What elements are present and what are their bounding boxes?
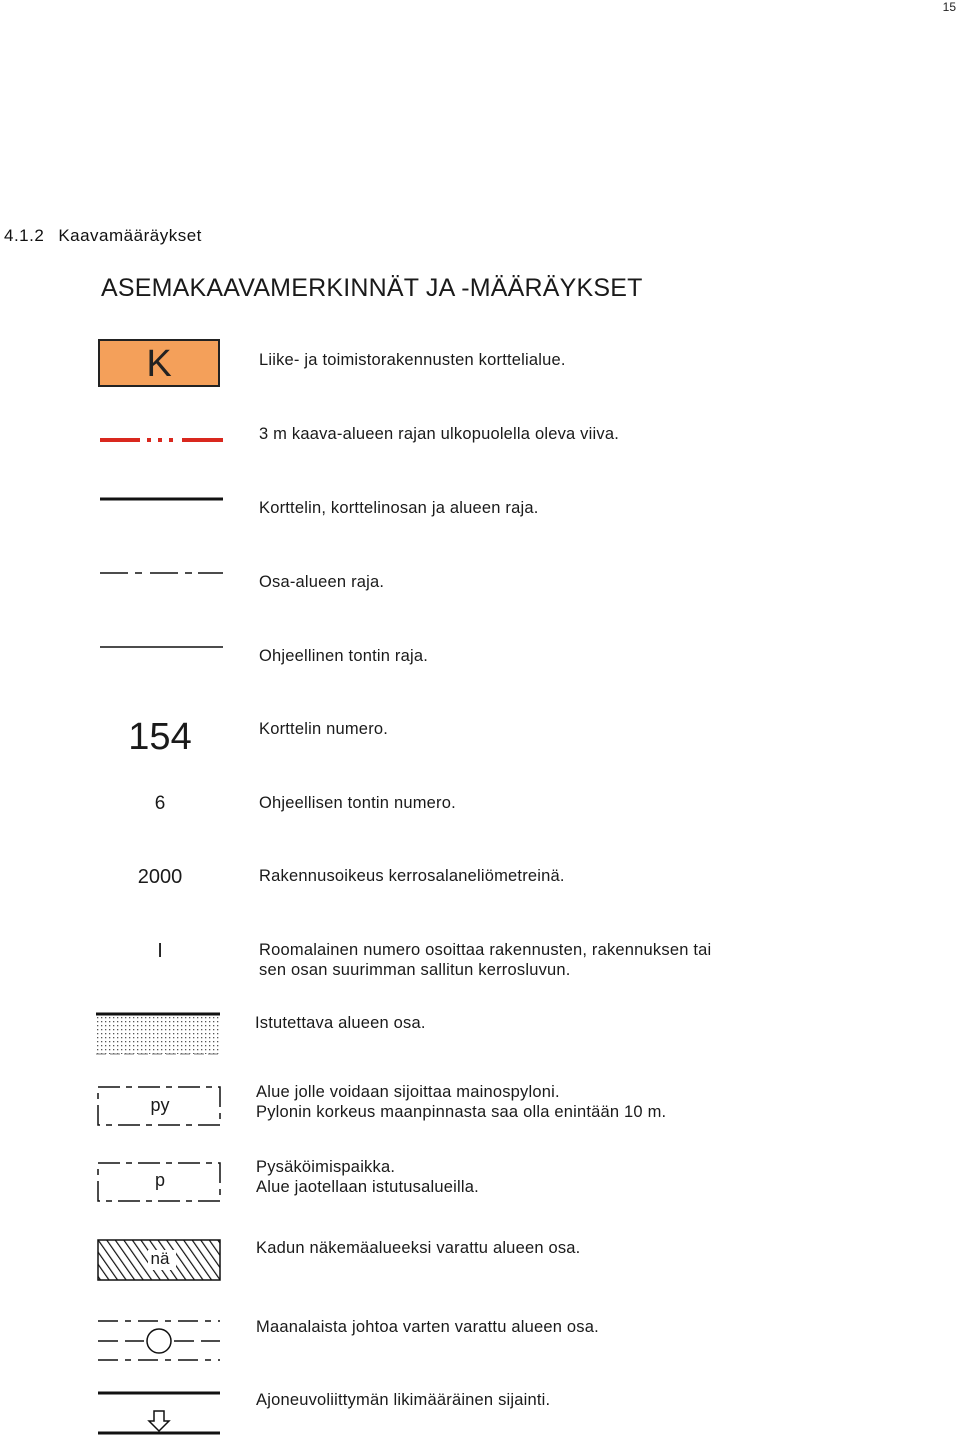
solid-line-symbol [98, 495, 228, 507]
building-right-symbol: 2000 [137, 866, 183, 888]
underground-cable-symbol [96, 1316, 224, 1364]
dash-dot-line-symbol [98, 569, 228, 579]
description-line: Alue jolle voidaan sijoittaa mainospyloni. [256, 1083, 560, 1101]
legend-item-description: Ohjeellinen tontin raja. [259, 647, 428, 665]
page-number: 15 [942, 0, 956, 14]
legend-title: ASEMAKAAVAMERKINNÄT JA -MÄÄRÄYKSET [101, 274, 643, 302]
description-line: Roomalainen numero osoittaa rakennusten, rakennuksen tai [259, 941, 712, 959]
block-number-symbol: 154 [128, 716, 192, 758]
roman-numeral-symbol: I [157, 940, 163, 962]
legend-item-description [259, 940, 711, 980]
legend-item-description [256, 1157, 479, 1197]
section-number: 4.1.2 [4, 226, 45, 245]
legend-item-description: Ohjeellisen tontin numero. [259, 794, 456, 812]
legend-item-description: Osa-alueen raja. [259, 573, 385, 591]
legend-item-description: Kadun näkemäalueeksi varattu alueen osa. [256, 1239, 581, 1257]
pylon-area-code: py [150, 1095, 170, 1115]
section-heading [4, 226, 202, 246]
red-dashed-line-symbol [98, 431, 228, 451]
sight-area-code: nä [150, 1249, 170, 1268]
description-line: Alue jaotellaan istutusalueilla. [256, 1178, 479, 1196]
dotted-area-symbol [96, 1012, 222, 1058]
parking-area-code: p [154, 1170, 165, 1190]
description-line: Pylonin korkeus maanpinnasta saa olla enintään 10 m. [256, 1103, 667, 1121]
legend-item-description: Korttelin numero. [259, 720, 389, 738]
thin-line-symbol [98, 644, 228, 652]
legend-item-description: Rakennusoikeus kerrosalaneliömetreinä. [259, 867, 565, 885]
legend-item-description [256, 1082, 666, 1122]
description-line: Pysäköimispaikka. [256, 1158, 396, 1176]
legend-item-description: Korttelin, korttelinosan ja alueen raja. [259, 499, 539, 517]
plot-number-symbol: 6 [154, 793, 166, 814]
section-title: Kaavamääräykset [58, 226, 202, 245]
legend-item-description: 3 m kaava-alueen rajan ulkopuolella oleva viiva. [259, 425, 619, 443]
legend-item-description: Ajoneuvoliittymän likimääräinen sijainti. [256, 1391, 551, 1409]
legend-item-description: Liike- ja toimistorakennusten korttelialue. [259, 351, 566, 369]
vehicle-access-arrow-icon [96, 1389, 224, 1439]
block-area-symbol: K [98, 339, 220, 387]
legend-item-description: Istutettava alueen osa. [255, 1014, 426, 1032]
legend-item-description: Maanalaista johtoa varten varattu alueen osa. [256, 1318, 599, 1336]
description-line: sen osan suurimman sallitun kerrosluvun. [259, 961, 571, 979]
